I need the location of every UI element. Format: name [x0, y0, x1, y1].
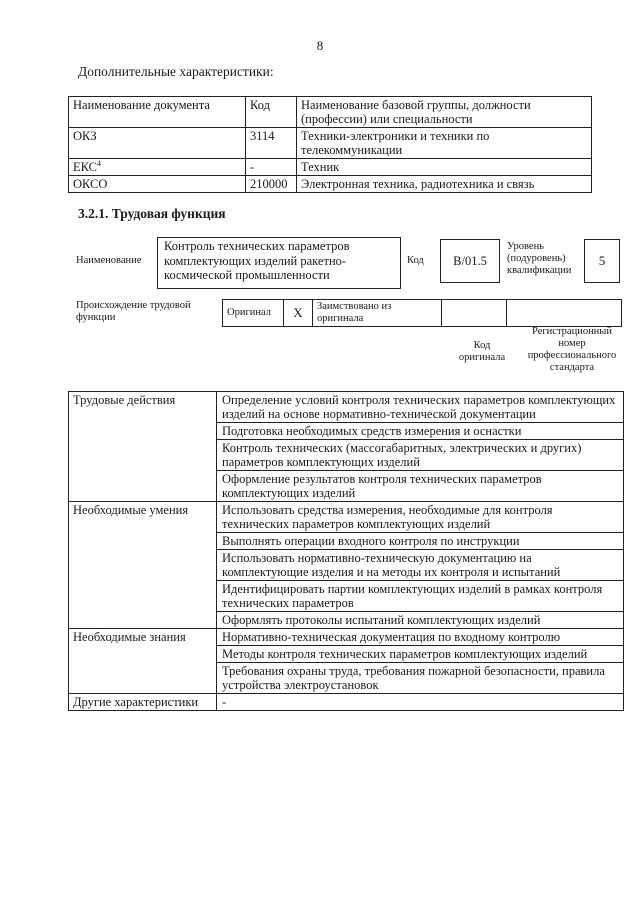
skills-label: Необходимые умения	[69, 502, 217, 629]
qualification-level-value: 5	[584, 239, 620, 283]
table-row	[69, 176, 592, 193]
labor-actions-label: Трудовые действия	[69, 392, 217, 502]
table-row	[69, 502, 624, 533]
code-cell: -	[246, 159, 297, 176]
header-code: Код	[246, 97, 297, 128]
function-details-table	[68, 391, 624, 711]
knowledge-item: Нормативно-техническая документация по входному контролю	[217, 629, 624, 646]
group-name-cell: Техник	[297, 159, 592, 176]
skill-item: Оформлять протоколы испытаний комплектующих изделий	[217, 612, 624, 629]
qualification-level-label: Уровень (подуровень) квалификации	[507, 241, 572, 276]
table-row	[69, 128, 592, 159]
knowledge-item: Методы контроля технических параметров комплектующих изделий	[217, 646, 624, 663]
section-heading: 3.2.1. Трудовая функция	[78, 206, 226, 221]
original-label: Оригинал	[223, 300, 284, 327]
table-row	[69, 629, 624, 646]
footnote-mark: 4	[97, 158, 101, 168]
page-number: 8	[316, 38, 324, 53]
borrowed-label: Заимствовано из оригинала	[313, 300, 442, 327]
skill-item: Выполнять операции входного контроля по инструкции	[217, 533, 624, 550]
code-cell: 210000	[246, 176, 297, 193]
table-row	[69, 392, 624, 423]
header-group-name: Наименование базовой группы, должности (профессии) или специальности	[297, 97, 592, 128]
original-mark: X	[284, 300, 313, 327]
code-cell: 3114	[246, 128, 297, 159]
origin-table	[222, 299, 622, 327]
table-row	[69, 159, 592, 176]
function-code-value: В/01.5	[440, 239, 500, 283]
doc-name-cell: ОКСО	[69, 176, 246, 193]
extra-characteristics-title: Дополнительные характеристики:	[78, 64, 274, 79]
skill-item: Использовать средства измерения, необходимые для контроля технических параметров комплектующих изделий	[217, 502, 624, 533]
code-label: Код	[407, 255, 424, 266]
reg-number-cell	[507, 300, 622, 327]
knowledge-label: Необходимые знания	[69, 629, 217, 694]
origin-label: Происхождение трудовой функции	[76, 300, 191, 323]
doc-name-cell: ОКЗ	[69, 128, 246, 159]
extra-characteristics-table	[68, 96, 592, 193]
code-original-caption: Код оригинала	[458, 340, 506, 363]
skill-item: Использовать нормативно-техническую документацию на комплектующие изделия и на методы их контроля и испытаний	[217, 550, 624, 581]
function-name-value: Контроль технических параметров комплектующих изделий ракетно-космической промышленности	[157, 237, 401, 289]
other-characteristics-value: -	[217, 694, 624, 711]
name-label: Наименование	[76, 255, 142, 266]
labor-action-item: Оформление результатов контроля технических параметров комплектующих изделий	[217, 471, 624, 502]
origin-row	[223, 300, 622, 327]
group-name-cell: Электронная техника, радиотехника и связь	[297, 176, 592, 193]
doc-name-text: ЕКС	[73, 160, 97, 174]
labor-action-item: Подготовка необходимых средств измерения и оснастки	[217, 423, 624, 440]
code-original-cell	[442, 300, 507, 327]
group-name-cell: Техники-электроники и техники по телекоммуникации	[297, 128, 592, 159]
header-doc-name: Наименование документа	[69, 97, 246, 128]
knowledge-item: Требования охраны труда, требования пожарной безопасности, правила устройства электроустановок	[217, 663, 624, 694]
other-characteristics-label: Другие характеристики	[69, 694, 217, 711]
labor-action-item: Определение условий контроля технических параметров комплектующих изделий на основе нормативно-технической документации	[217, 392, 624, 423]
skill-item: Идентифицировать партии комплектующих изделий в рамках контроля технических параметров	[217, 581, 624, 612]
table-row	[69, 694, 624, 711]
reg-number-caption: Регистрационный номер профессионального стандарта	[527, 326, 617, 373]
labor-action-item: Контроль технических (массогабаритных, электрических и других) параметров комплектующих изделий	[217, 440, 624, 471]
doc-name-cell	[69, 159, 246, 176]
table-header-row	[69, 97, 592, 128]
